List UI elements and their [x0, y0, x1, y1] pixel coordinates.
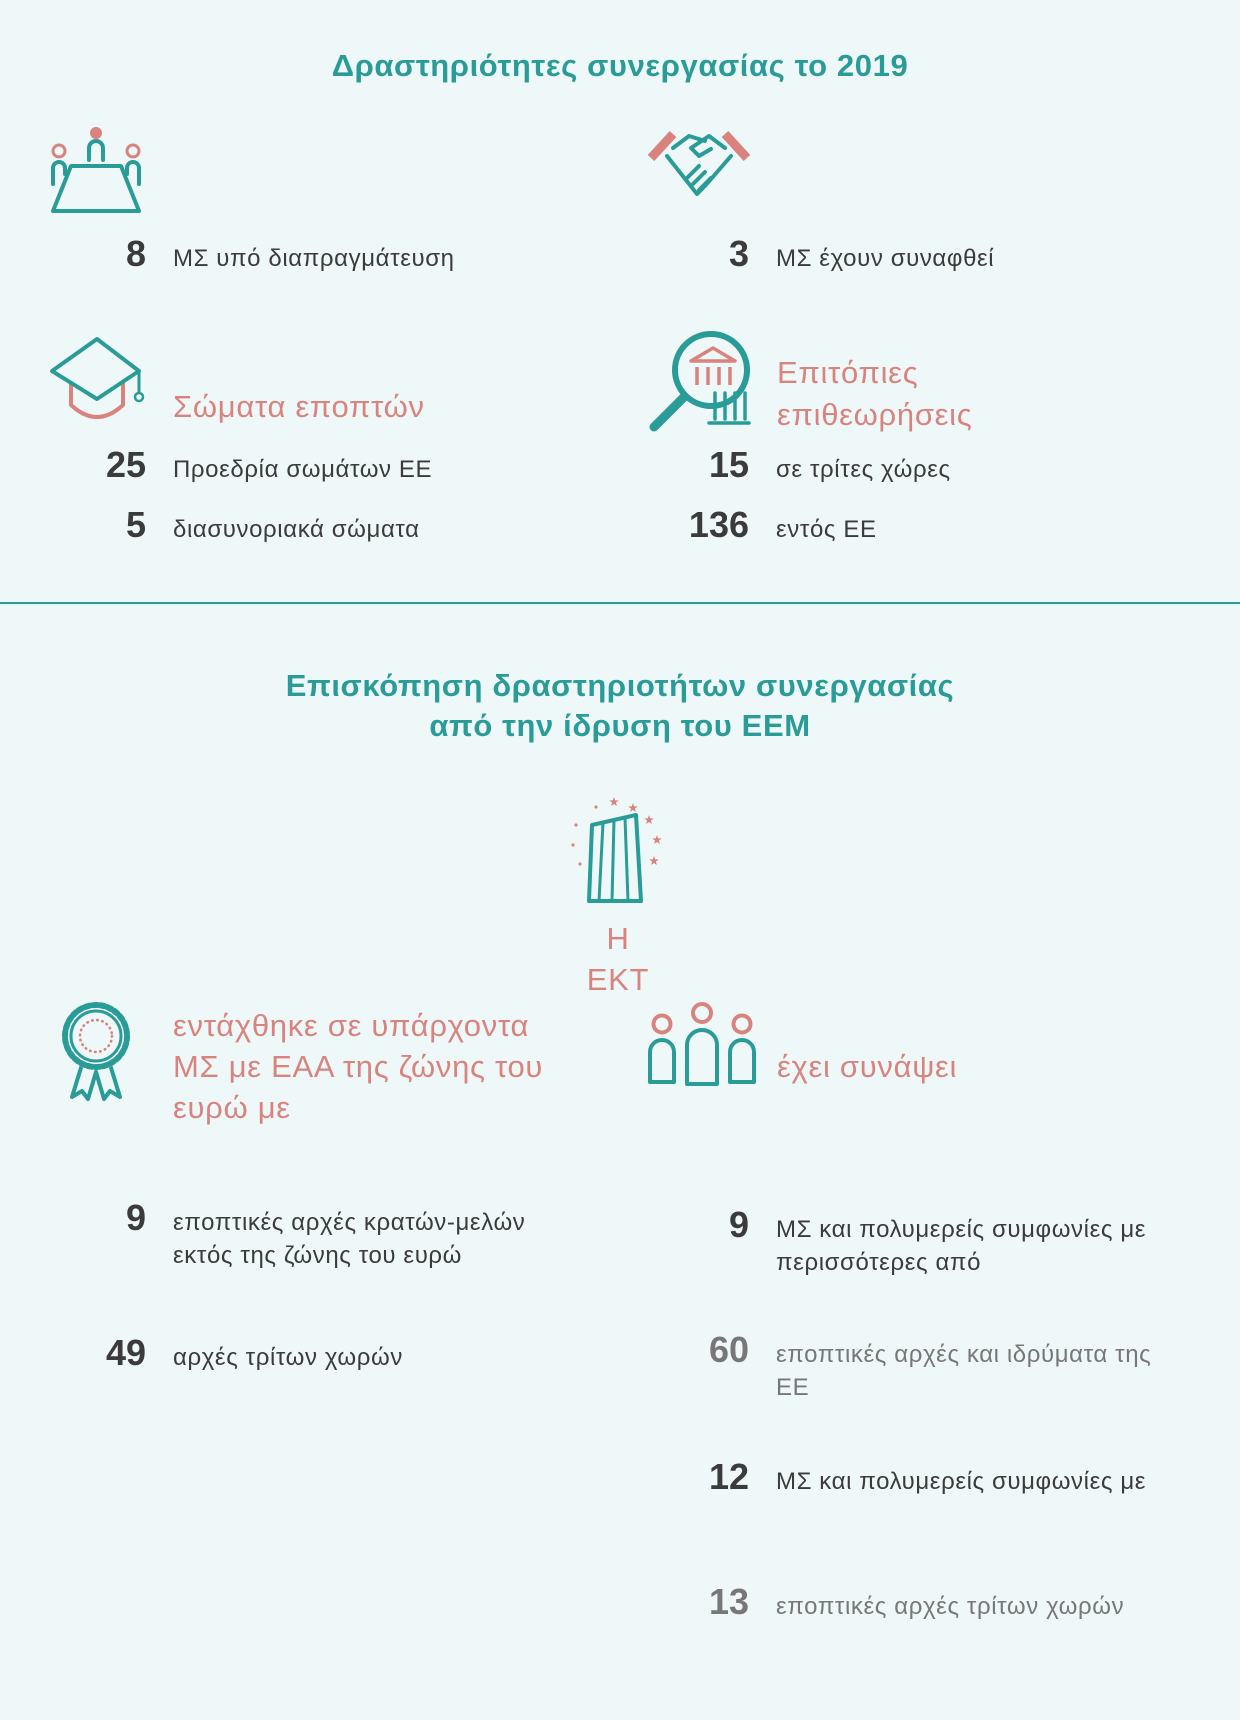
section-title-since-ssm [0, 666, 1240, 746]
heading-line: επιθεωρήσεις [777, 397, 973, 432]
handshake-icon [647, 126, 751, 208]
section-title-2019: Δραστηριότητες συνεργασίας το 2019 [331, 48, 909, 83]
stat-value: 9 [728, 1204, 749, 1245]
stat-value: 9 [125, 1197, 146, 1238]
heading-line: εντάχθηκε σε υπάρχοντα [173, 1008, 530, 1043]
stat-label-line: εποπτικές αρχές και ιδρύματα της [776, 1341, 1152, 1368]
stat-label [173, 1206, 525, 1272]
stat-label-line: περισσότερες από [776, 1249, 982, 1276]
title-line: Επισκόπηση δραστηριοτήτων συνεργασίας [285, 668, 955, 703]
stat-mou-concluded [659, 233, 994, 275]
stat-value: 8 [125, 233, 146, 274]
stat-value: 12 [708, 1456, 749, 1497]
onsite-inspections-heading [777, 352, 972, 436]
heading-line: Επιτόπιες [777, 355, 919, 390]
ecb-label-line: ΕΚΤ [586, 962, 650, 997]
award-ribbon-icon [60, 1000, 132, 1102]
stat-concluded-third-country-authorities [659, 1581, 1124, 1623]
magnifier-building-icon [647, 329, 751, 433]
ecb-tower-icon [570, 795, 669, 905]
stat-label: διασυνοριακά σώματα [173, 516, 420, 543]
stat-value: 49 [105, 1332, 146, 1373]
stat-concluded-eu-authorities [659, 1329, 1151, 1404]
stat-label [173, 1341, 403, 1374]
stat-joined-third-country-authorities [56, 1332, 403, 1374]
stat-colleges-cross-border [56, 504, 420, 546]
stat-value: 15 [708, 444, 749, 485]
stat-label: ΜΣ υπό διαπραγμάτευση [173, 245, 455, 272]
stat-label-line: ΕΕ [776, 1374, 810, 1401]
stat-label [776, 1338, 1151, 1404]
stat-value: 3 [728, 233, 749, 274]
stat-inspections-third-countries [659, 444, 951, 486]
concluded-heading: έχει συνάψει [777, 1049, 958, 1084]
stat-label-line: ΜΣ και πολυμερείς συμφωνίες με [776, 1216, 1147, 1243]
stat-label [776, 1213, 1146, 1279]
stat-value: 60 [708, 1329, 749, 1370]
stat-concluded-multilateral-more [659, 1204, 1146, 1279]
stat-colleges-chaired [56, 444, 432, 486]
stat-label-line: εποπτικές αρχές τρίτων χωρών [776, 1593, 1125, 1620]
stat-label [776, 1465, 1146, 1498]
stat-label-line: εκτός της ζώνης του ευρώ [173, 1242, 463, 1269]
stat-value: 25 [105, 444, 146, 485]
stat-value: 13 [708, 1581, 749, 1622]
stat-joined-non-euro-authorities [56, 1197, 525, 1272]
heading-line: ΜΣ με ΕΑΑ της ζώνης του [173, 1049, 544, 1084]
section-divider [0, 602, 1240, 604]
stat-concluded-multilateral [659, 1456, 1146, 1498]
stat-label: σε τρίτες χώρες [776, 456, 951, 483]
heading-line: ευρώ με [173, 1090, 291, 1125]
stat-inspections-eu [659, 504, 877, 546]
stat-label: Προεδρία σωμάτων ΕΕ [173, 456, 433, 483]
joined-heading [173, 1005, 543, 1128]
ecb-label-line: Η [606, 921, 630, 956]
stat-value: 5 [125, 504, 146, 545]
stat-label-line: ΜΣ και πολυμερείς συμφωνίες με [776, 1468, 1147, 1495]
meeting-table-icon [49, 126, 143, 214]
stat-value: 136 [688, 504, 749, 545]
stat-label: ΜΣ έχουν συναφθεί [776, 245, 995, 272]
graduation-cap-icon [49, 335, 145, 422]
stat-mou-negotiation [56, 233, 455, 275]
stat-label-line: αρχές τρίτων χωρών [173, 1344, 403, 1371]
people-icon [647, 1000, 757, 1086]
stat-label: εντός ΕΕ [776, 516, 877, 543]
stat-label-line: εποπτικές αρχές κρατών-μελών [173, 1209, 526, 1236]
colleges-heading: Σώματα εποπτών [173, 389, 425, 424]
ecb-label [518, 918, 718, 1000]
stat-label [776, 1590, 1124, 1623]
title-line: από την ίδρυση του ΕΕΜ [429, 708, 811, 743]
